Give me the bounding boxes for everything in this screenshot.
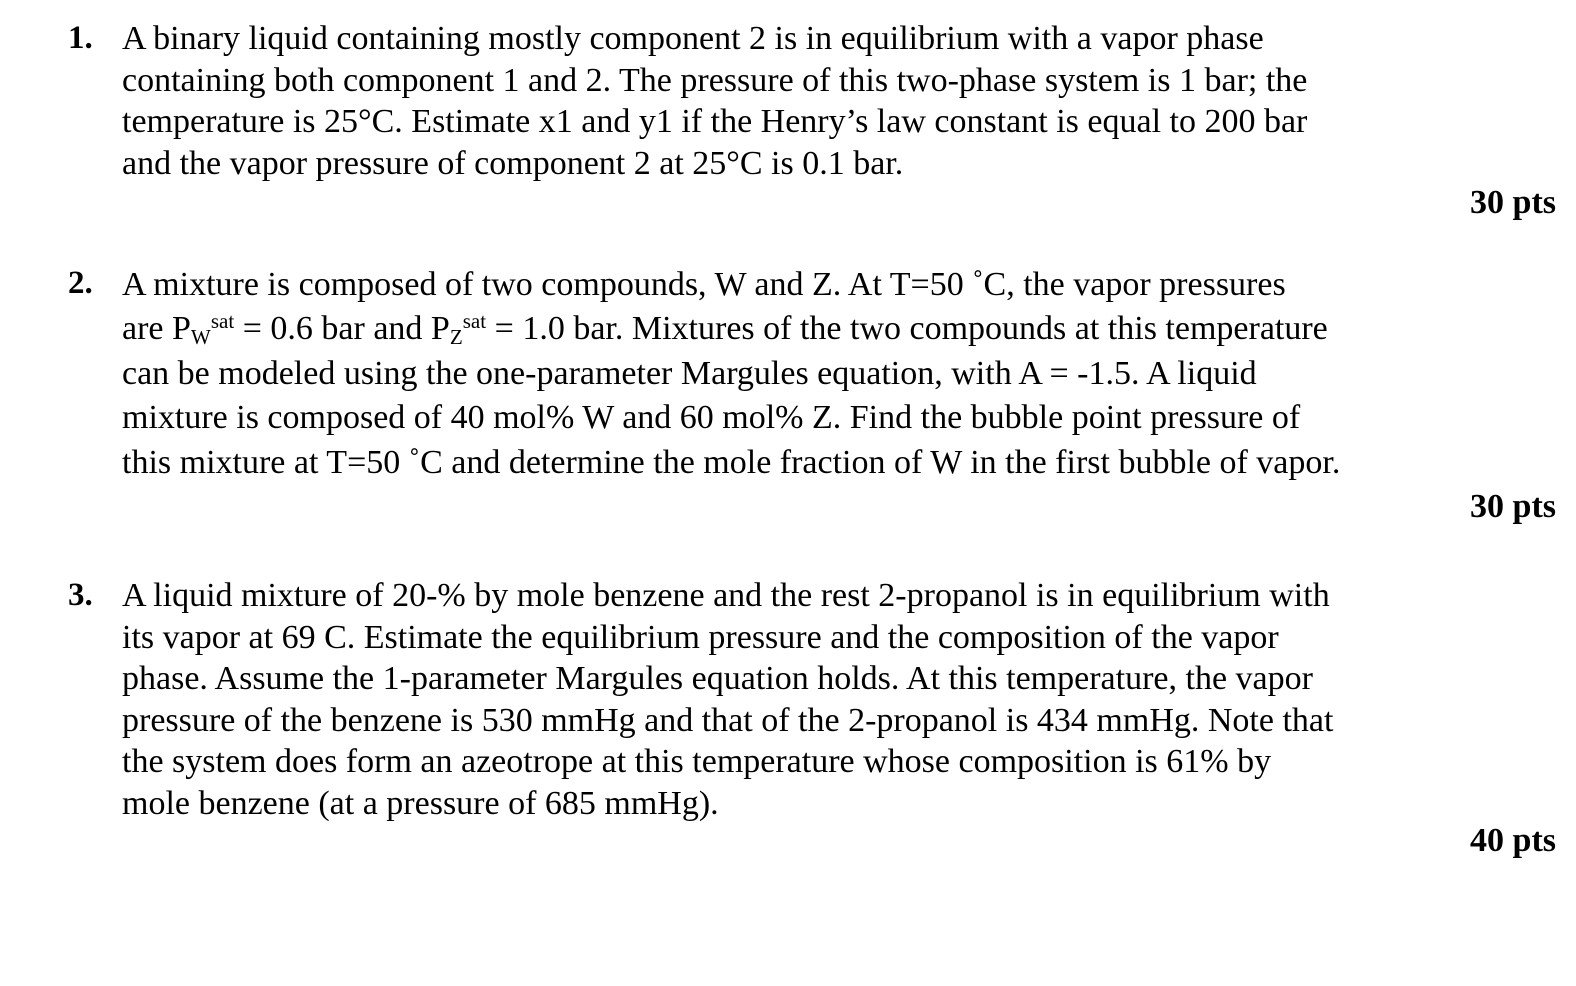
problem-number: 2. — [68, 265, 93, 301]
text-line: the system does form an azeotrope at this temperature whose composition is 61% by — [122, 743, 1272, 780]
text-line: this mixture at T=50 ˚C and determine the mole fraction of W in the first bubble of vapor. — [122, 443, 1341, 481]
text-segment: = 0.6 bar and P — [234, 310, 450, 348]
text-line: and the vapor pressure of component 2 at 25°C is 0.1 bar. — [122, 144, 904, 182]
subscript-w: W — [190, 324, 211, 349]
problem-number: 3. — [68, 577, 93, 613]
text-line: A binary liquid containing mostly component 2 is in equilibrium with a vapor phase — [122, 20, 1264, 57]
text-line: pressure of the benzene is 530 mmHg and that of the 2-propanol is 434 mmHg. Note that — [122, 701, 1334, 739]
text-segment: are P — [122, 310, 191, 348]
problem-text — [122, 18, 1438, 184]
problem-2 — [68, 263, 1438, 485]
subscript-z: Z — [449, 324, 463, 349]
points-label: 30 pts — [1470, 488, 1556, 525]
points-label: 30 pts — [1470, 184, 1556, 221]
text-line: containing both component 1 and 2. The pressure of this two-phase system is 1 bar; the — [122, 61, 1308, 99]
problem-text — [122, 575, 1438, 824]
text-line: temperature is 25°C. Estimate x1 and y1 if the Henry’s law constant is equal to 200 bar — [122, 103, 1308, 140]
text-segment: = 1.0 bar. Mixtures of the two compounds at this temperature — [486, 310, 1328, 348]
superscript-sat: sat — [210, 308, 235, 333]
points-label: 40 pts — [1470, 822, 1556, 859]
text-line: can be modeled using the one-parameter Margules equation, with A = -1.5. A liquid — [122, 354, 1257, 392]
superscript-sat: sat — [462, 308, 487, 333]
text-line: mole benzene (at a pressure of 685 mmHg). — [122, 784, 719, 822]
text-line: A mixture is composed of two compounds, W and Z. At T=50 ˚C, the vapor pressures — [122, 266, 1286, 303]
problem-number: 1. — [68, 20, 93, 56]
problem-1 — [68, 18, 1438, 184]
text-line: mixture is composed of 40 mol% W and 60 mol% Z. Find the bubble point pressure of — [122, 399, 1301, 437]
text-line: its vapor at 69 C. Estimate the equilibrium pressure and the composition of the vapor — [122, 618, 1279, 656]
text-line: A liquid mixture of 20-% by mole benzene and the rest 2-propanol is in equilibrium with — [122, 577, 1330, 614]
problem-text — [122, 263, 1438, 485]
problem-3 — [68, 575, 1438, 824]
text-line-with-pressures — [122, 307, 1438, 351]
text-line: phase. Assume the 1-parameter Margules equation holds. At this temperature, the vapor — [122, 660, 1313, 697]
